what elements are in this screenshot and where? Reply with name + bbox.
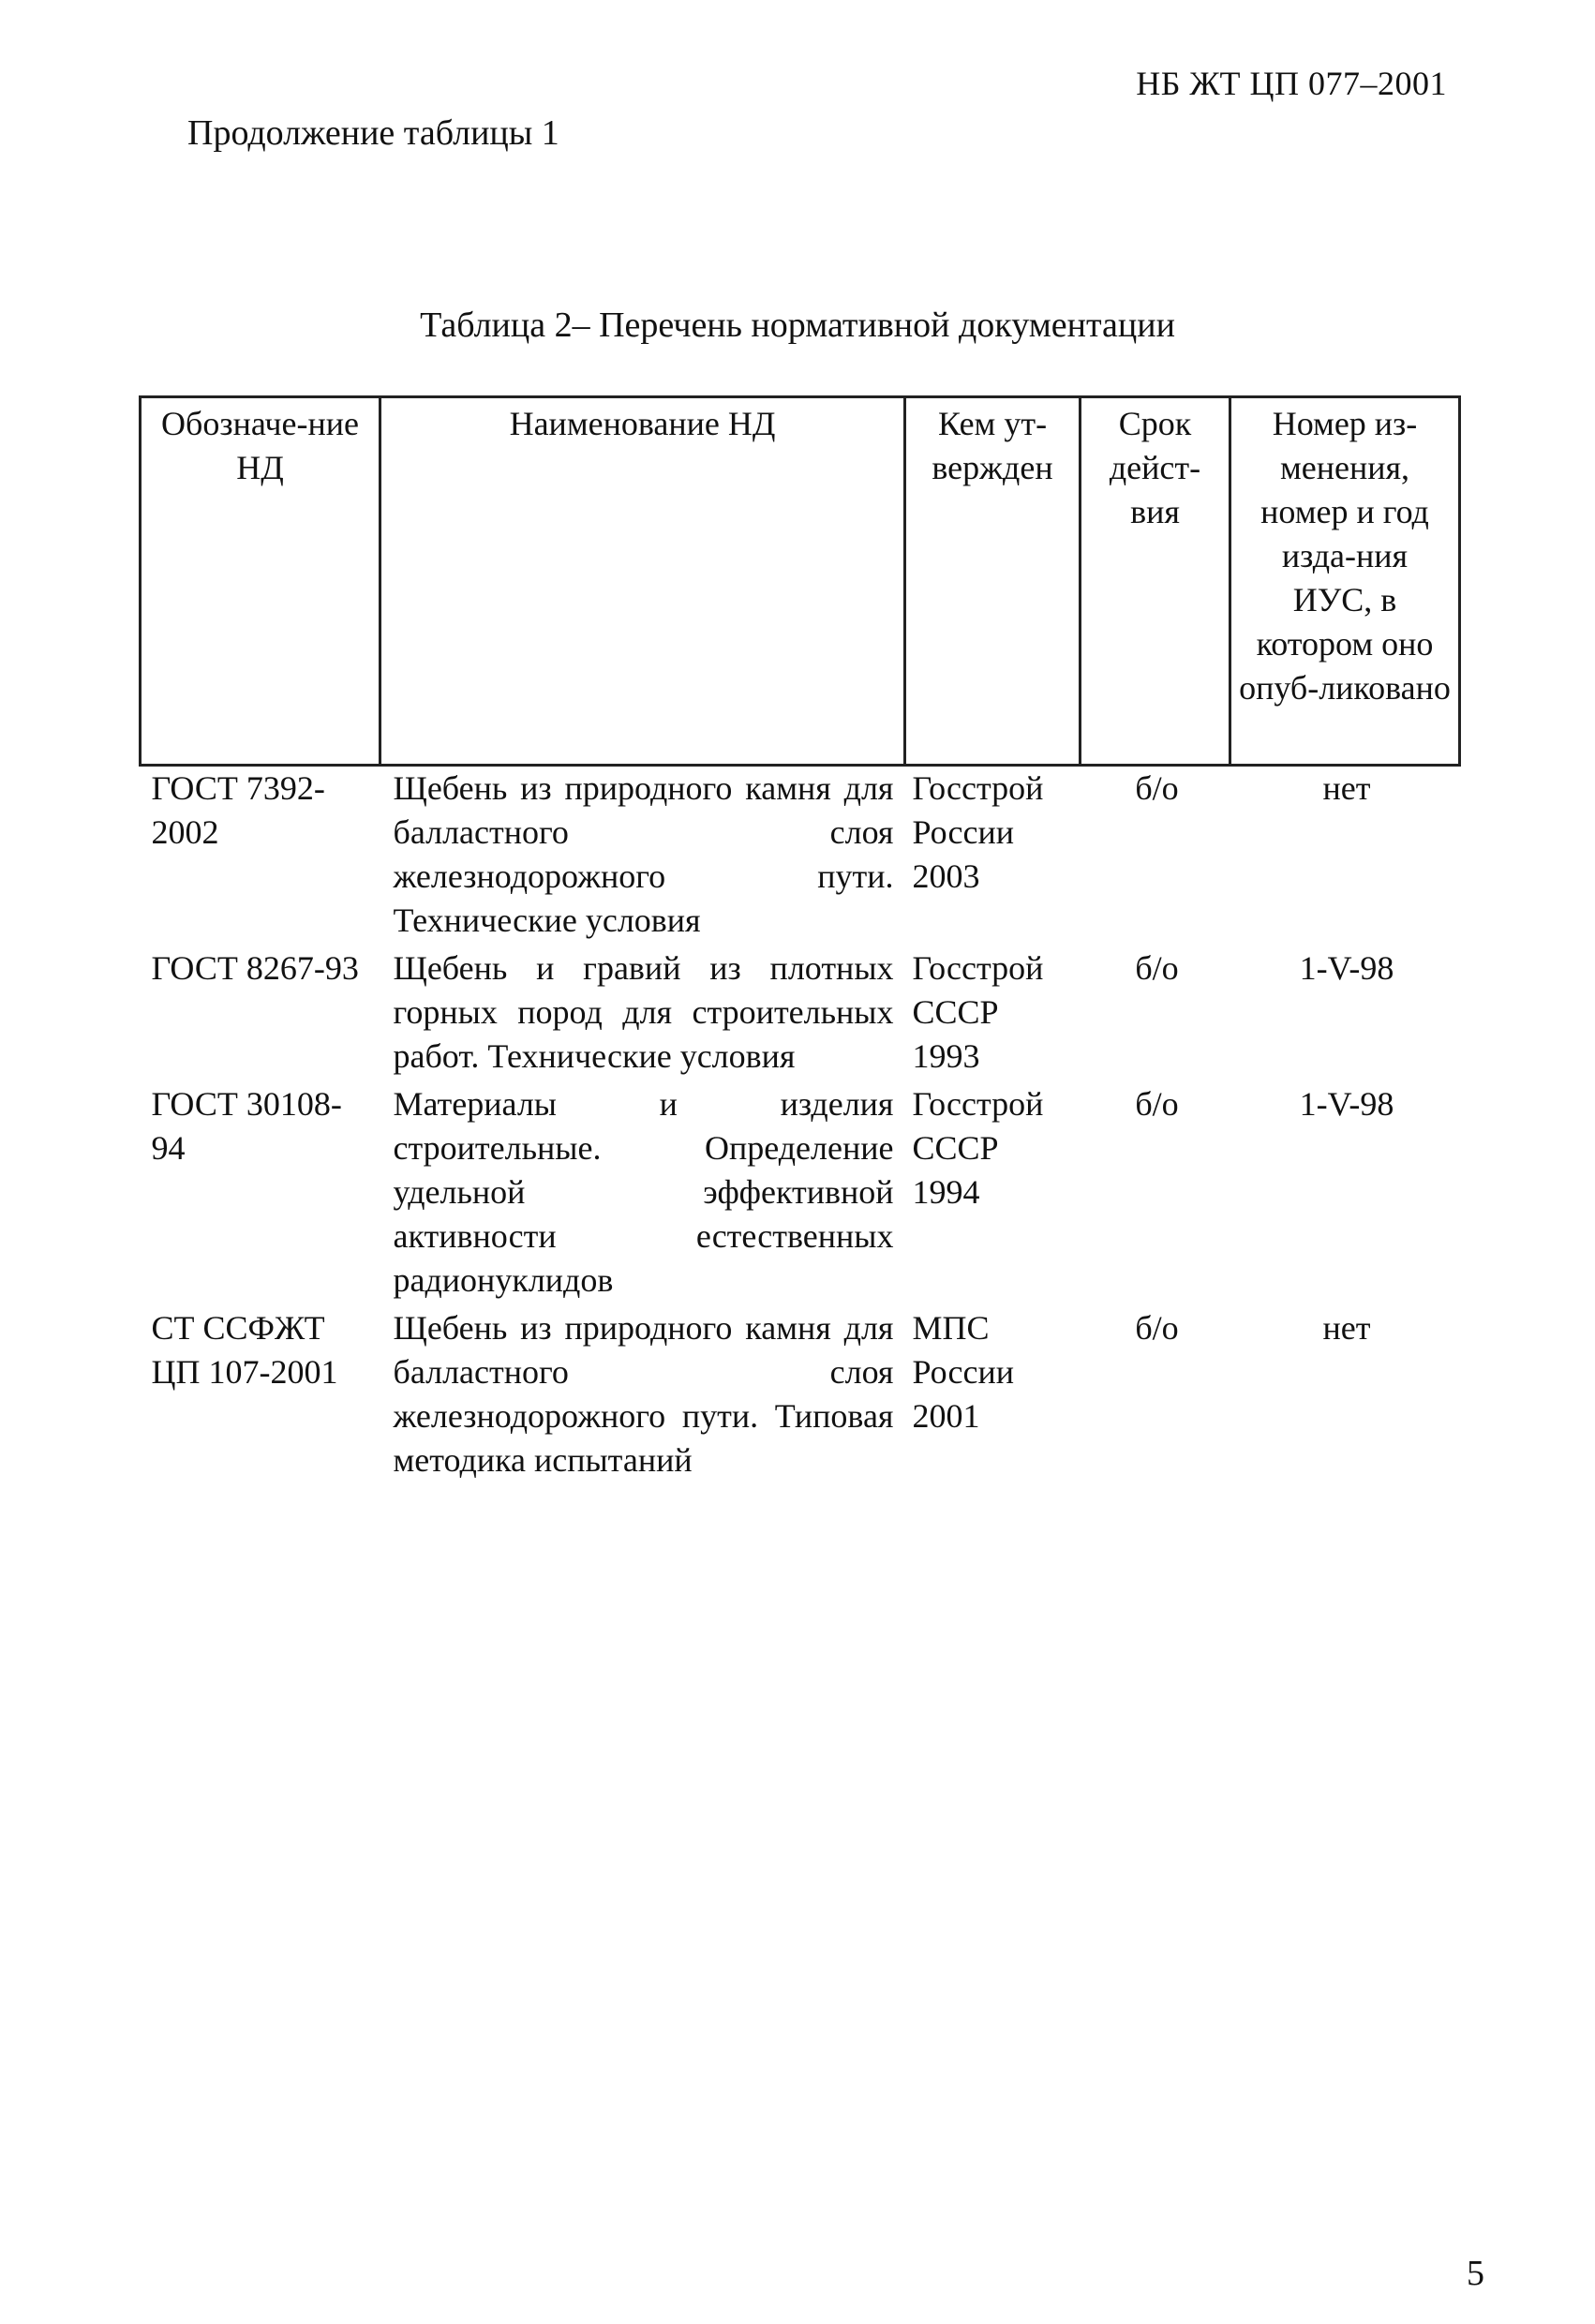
- cell-name: Материалы и изделия строительные. Определение удельной эффективной активности естественных радионуклидов: [393, 1085, 894, 1299]
- cell-term: б/о: [1135, 1085, 1179, 1123]
- table-continuation-label: Продолжение таблицы 1: [187, 113, 559, 153]
- cell-approved-by: Госстрой России 2003: [912, 769, 1044, 895]
- normative-documents-table: [139, 395, 1461, 1486]
- header-designation: Обозначе-ние НД: [141, 397, 380, 766]
- cell-term: б/о: [1135, 769, 1179, 807]
- cell-approved-by: Госстрой СССР 1993: [912, 949, 1044, 1075]
- header-change-number: Номер из-менения, номер и год изда-ния ИУС, в котором оно опуб-ликовано: [1230, 397, 1460, 766]
- cell-designation: ГОСТ 30108-94: [151, 1085, 342, 1167]
- cell-designation: ГОСТ 8267-93: [151, 949, 359, 987]
- cell-approved-by: МПС России 2001: [912, 1309, 1015, 1435]
- cell-designation: СТ ССФЖТ ЦП 107-2001: [151, 1309, 338, 1391]
- table-row: [141, 766, 1460, 947]
- cell-name: Щебень из природного камня для балластного слоя железнодорожного пути. Технические условия: [393, 769, 894, 939]
- header-name: Наименование НД: [380, 397, 905, 766]
- table-row: [141, 946, 1460, 1082]
- table-caption: Таблица 2– Перечень нормативной документации: [420, 305, 1175, 345]
- cell-approved-by: Госстрой СССР 1994: [912, 1085, 1044, 1211]
- cell-designation: ГОСТ 7392-2002: [151, 769, 325, 851]
- table-row: [141, 1306, 1460, 1486]
- header-approved-by: Кем ут-верждeн: [905, 397, 1081, 766]
- header-term: Срок дейст-вия: [1081, 397, 1230, 766]
- cell-term: б/о: [1135, 949, 1179, 987]
- cell-change-number: нет: [1322, 1309, 1371, 1347]
- cell-change-number: нет: [1322, 769, 1371, 807]
- table-header-row: [141, 397, 1460, 766]
- table-row: [141, 1082, 1460, 1306]
- page-number: 5: [1467, 2254, 1484, 2293]
- cell-change-number: 1-V-98: [1299, 1085, 1394, 1123]
- cell-name: Щебень и гравий из плотных горных пород для строительных работ. Технические условия: [393, 949, 894, 1075]
- cell-change-number: 1-V-98: [1299, 949, 1394, 987]
- cell-name: Щебень из природного камня для балластного слоя железнодорожного пути. Типовая методика испытаний: [393, 1309, 894, 1479]
- cell-term: б/о: [1135, 1309, 1179, 1347]
- document-code: НБ ЖТ ЦП 077–2001: [1136, 65, 1447, 102]
